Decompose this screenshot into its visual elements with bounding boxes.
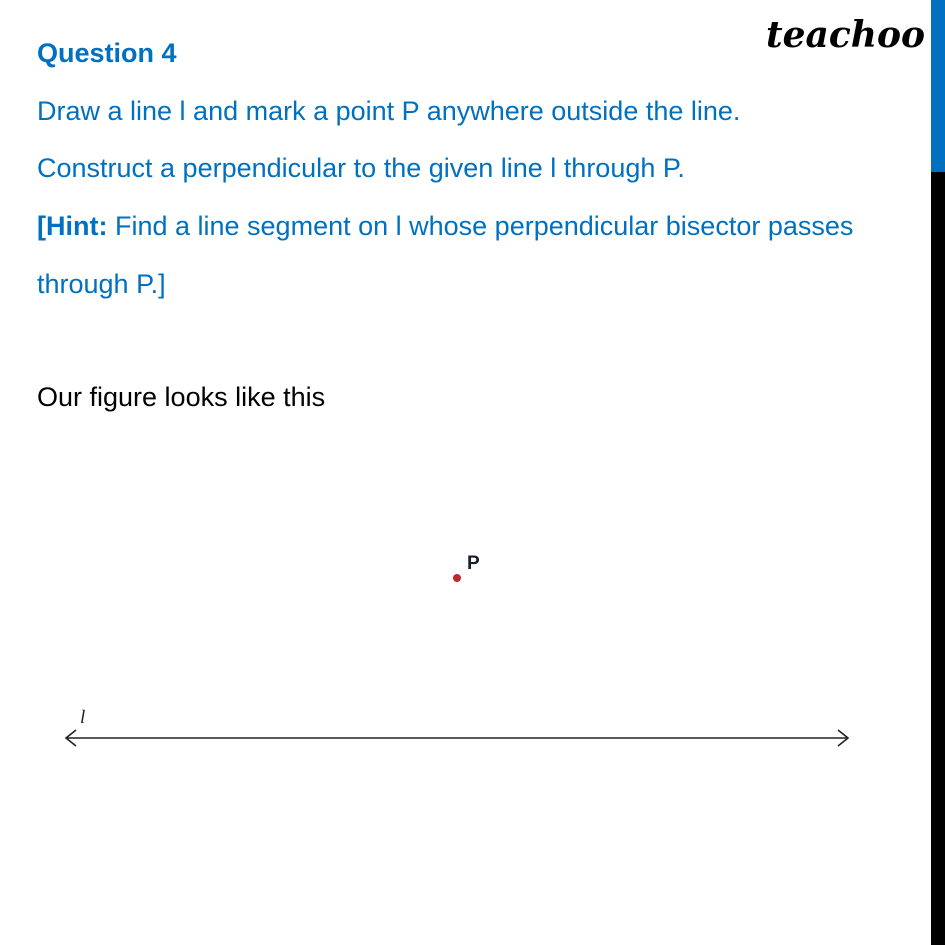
question-line-1: Draw a line l and mark a point P anywhere outside the line. [37, 96, 741, 126]
question-title: Question 4 [37, 38, 177, 68]
point-p [453, 574, 461, 582]
teachoo-logo: teachoo [766, 14, 925, 56]
hint-label: [Hint: [37, 211, 108, 241]
hint-text: Find a line segment on l whose perpendicular bisector passes [107, 211, 854, 241]
question-line-2: Construct a perpendicular to the given line l through P. [37, 153, 685, 183]
figure-caption: Our figure looks like this [37, 382, 326, 412]
hint-continuation: through P.] [37, 269, 166, 299]
point-p-label: P [467, 553, 480, 574]
line-l-label: l [80, 707, 86, 728]
